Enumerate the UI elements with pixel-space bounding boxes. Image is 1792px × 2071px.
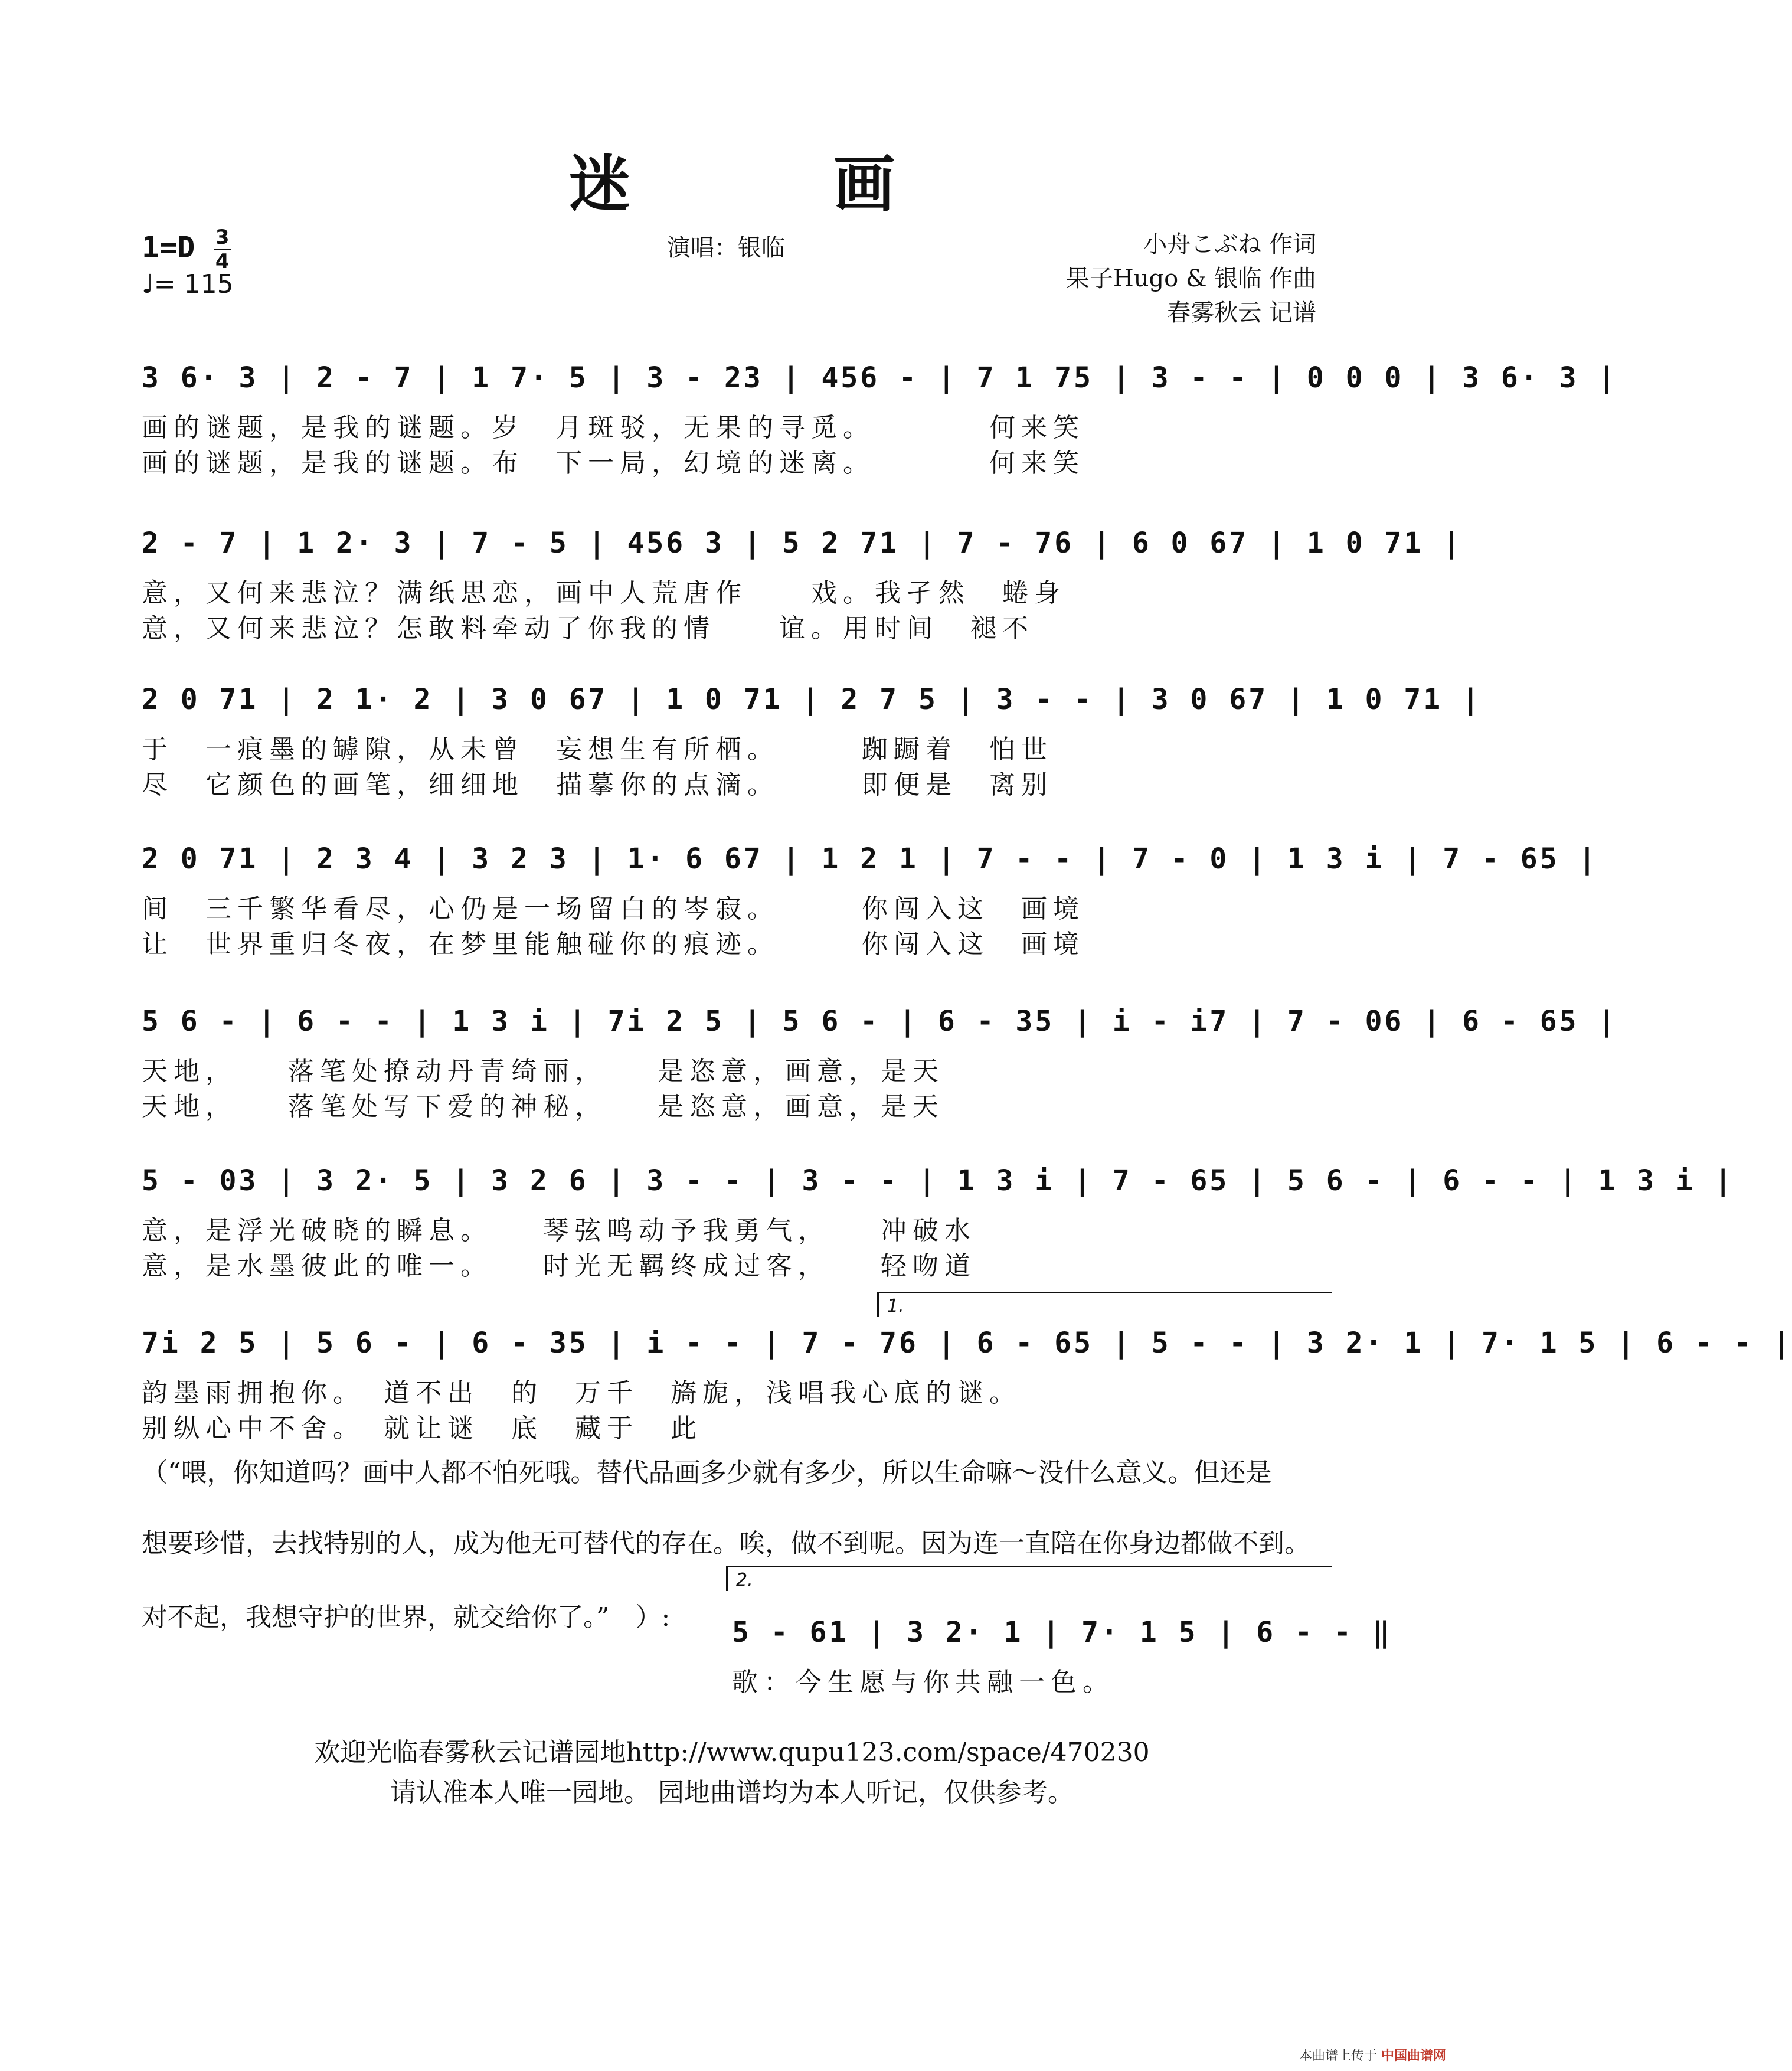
footer-line-1: 欢迎光临春雾秋云记谱园地http://www.qupu123.com/space/470230 xyxy=(314,1737,1150,1768)
dialogue-line-1: （“喂，你知道吗？画中人都不怕死哦。替代品画多少就有多少，所以生命嘛～没什么意义。但还是 xyxy=(142,1458,1272,1488)
lyric-verse-1: 于 一痕墨的罅隙，从未曾 妄想生有所栖。 踟蹰着 怕世 xyxy=(142,734,1053,765)
dialogue-line-3: 对不起，我想守护的世界，就交给你了。” ）: xyxy=(142,1602,671,1632)
second-ending-bracket xyxy=(726,1566,1332,1591)
time-signature-bottom: 4 xyxy=(215,250,230,273)
notation-line: 7i 2 5 | 5 6 - | 6 - 35 | i - - | 7 - 76 | 6 - 65 | 5 - - | 3 2· 1 | 7· 1 5 | 6 - - | xyxy=(142,1327,1792,1360)
lyricist-credit: 小舟こぶね 作词 xyxy=(1143,231,1316,258)
site-logo: 中国曲谱网 xyxy=(1381,2049,1446,2063)
lyric-verse-2: 尽 它颜色的画笔，细细地 描摹你的点滴。 即便是 离别 xyxy=(142,770,1053,800)
notation-line: 2 - 7 | 1 2· 3 | 7 - 5 | 456 3 | 5 2 71 | 7 - 76 | 6 0 67 | 1 0 71 | xyxy=(142,527,1463,560)
notation-line: 5 - 03 | 3 2· 5 | 3 2 6 | 3 - - | 3 - - | 1 3 i | 7 - 65 | 5 6 - | 6 - - | 1 3 i | xyxy=(142,1164,1734,1197)
key-signature xyxy=(142,227,231,272)
spoken-dialogue xyxy=(142,1438,1328,1579)
notation-line: 2 0 71 | 2 3 4 | 3 2 3 | 1· 6 67 | 1 2 1 | 7 - - | 7 - 0 | 1 3 i | 7 - 65 | xyxy=(142,842,1598,876)
song-title: 迷 画 xyxy=(568,148,966,220)
second-ending-label: 2. xyxy=(736,1570,753,1590)
notation-line: 5 6 - | 6 - - | 1 3 i | 7i 2 5 | 5 6 - | 6 - 35 | i - i7 | 7 - 06 | 6 - 65 | xyxy=(142,1005,1618,1038)
lyric-verse-2: 天地， 落笔处写下爱的神秘， 是恣意，画意，是天 xyxy=(142,1092,944,1122)
upload-stamp xyxy=(1299,2046,1446,2064)
notation-line: 5 - 61 | 3 2· 1 | 7· 1 5 | 6 - - ‖ xyxy=(732,1616,1392,1649)
key-label: 1=D xyxy=(142,230,195,264)
tempo-marking: ♩= 115 xyxy=(142,269,234,299)
lyric-verse-1: 韵墨雨拥抱你。 道不出 的 万千 旖旎，浅唱我心底的谜。 xyxy=(142,1378,1021,1408)
lyric-verse-2: 让 世界重归冬夜，在梦里能触碰你的痕迹。 你闯入这 画境 xyxy=(142,929,1085,959)
lyric-verse-2: 意，又何来悲泣？怎敢料牵动了你我的情 谊。用时间 褪不 xyxy=(142,613,1034,643)
ending-lyric: 歌：今生愿与你共融一色。 xyxy=(732,1667,1114,1697)
notation-line: 3 6· 3 | 2 - 7 | 1 7· 5 | 3 - 23 | 456 - | 7 1 75 | 3 - - | 0 0 0 | 3 6· 3 | xyxy=(142,361,1618,394)
lyric-verse-1: 间 三千繁华看尽，心仍是一场留白的岑寂。 你闯入这 画境 xyxy=(142,894,1085,924)
credits xyxy=(1066,227,1316,330)
time-signature-top: 3 xyxy=(215,226,230,249)
lyric-verse-1: 天地， 落笔处撩动丹青绮丽， 是恣意，画意，是天 xyxy=(142,1056,944,1086)
dialogue-line-2: 想要珍惜，去找特别的人，成为他无可替代的存在。唉，做不到呢。因为连一直陪在你身边都做不到。 xyxy=(142,1528,1310,1559)
footer xyxy=(0,1733,1464,1813)
singer-credit: 演唱：银临 xyxy=(667,234,785,262)
first-ending-label: 1. xyxy=(887,1296,904,1317)
stamp-text: 本曲谱上传于 xyxy=(1299,2049,1377,2063)
time-signature xyxy=(214,227,231,272)
lyric-verse-2: 意，是水墨彼此的唯一。 时光无羁终成过客， 轻吻道 xyxy=(142,1251,976,1281)
transcriber-credit: 春雾秋云 记谱 xyxy=(1167,299,1316,326)
lyric-verse-1: 画的谜题，是我的谜题。岁 月斑驳，无果的寻觅。 何来笑 xyxy=(142,413,1085,443)
footer-line-2: 请认准本人唯一园地。 园地曲谱均为本人听记，仅供参考。 xyxy=(390,1778,1074,1808)
lyric-verse-1: 意，又何来悲泣？满纸思恋，画中人荒唐作 戏。我孑然 蜷身 xyxy=(142,578,1066,608)
lyric-verse-2: 别纵心中不舍。 就让谜 底 藏于 此 xyxy=(142,1413,702,1443)
lyric-verse-1: 意，是浮光破晓的瞬息。 琴弦鸣动予我勇气， 冲破水 xyxy=(142,1216,976,1246)
notation-line: 2 0 71 | 2 1· 2 | 3 0 67 | 1 0 71 | 2 7 5 | 3 - - | 3 0 67 | 1 0 71 | xyxy=(142,683,1482,716)
composer-credit: 果子Hugo & 银临 作曲 xyxy=(1065,265,1316,292)
lyric-verse-2: 画的谜题，是我的谜题。布 下一局，幻境的迷离。 何来笑 xyxy=(142,448,1085,478)
